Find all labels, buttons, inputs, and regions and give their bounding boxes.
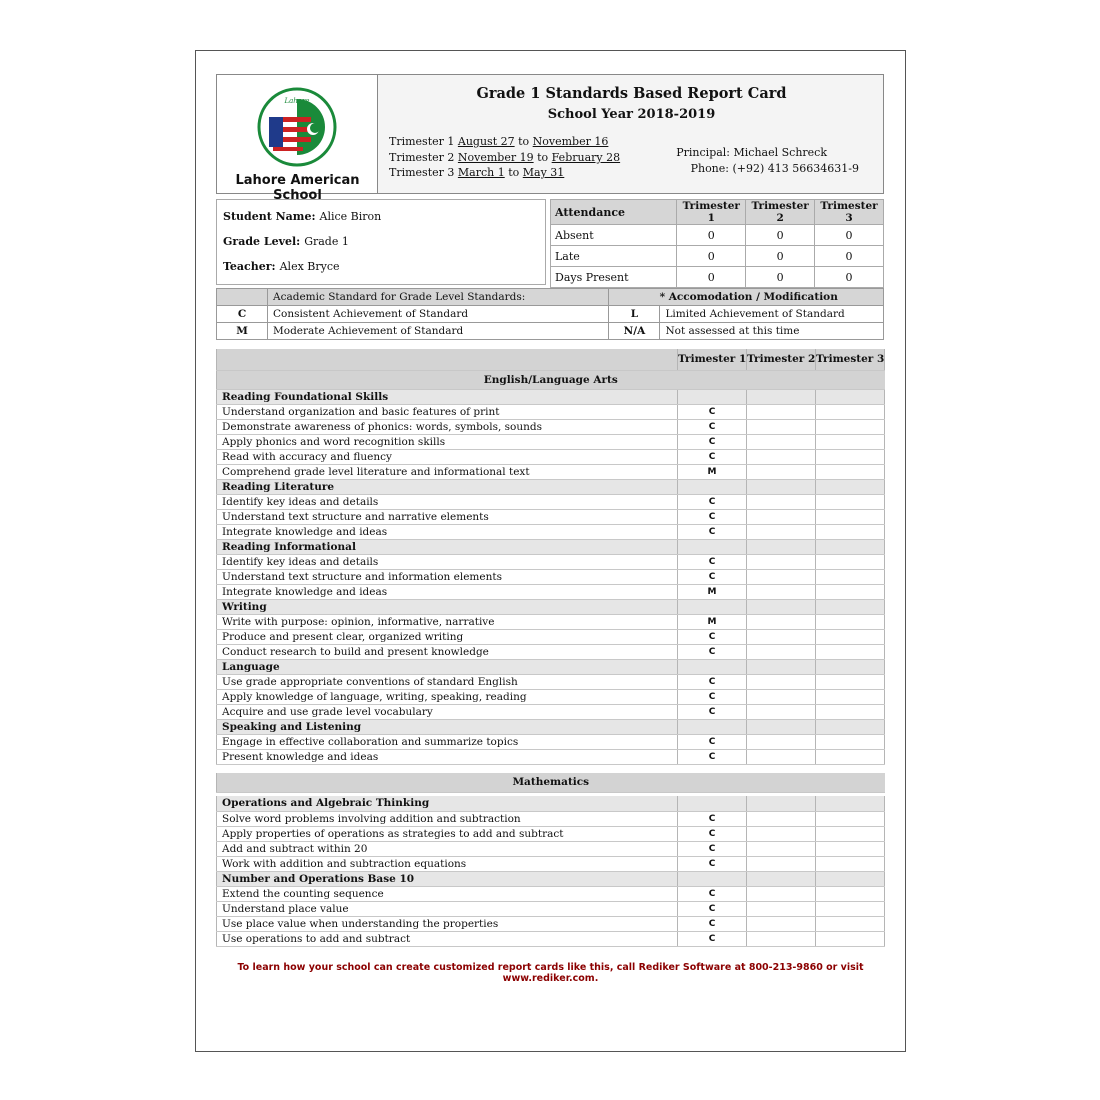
grade-cell <box>816 841 885 856</box>
grade-cell <box>747 871 816 886</box>
grade-cell <box>747 901 816 916</box>
attendance-value: 0 <box>746 267 815 288</box>
standard-group-row <box>217 719 885 734</box>
principal-name: Michael Schreck <box>733 146 827 159</box>
standard-label: Apply phonics and word recognition skills <box>217 434 678 449</box>
standard-label: Write with purpose: opinion, informative, narrative <box>217 614 678 629</box>
standard-group-title: Reading Informational <box>217 539 678 554</box>
trimester-start: March 1 <box>457 166 505 179</box>
grade-cell-trimester-1: C <box>678 734 747 749</box>
legend-code: C <box>217 306 268 323</box>
subject-header: Mathematics <box>217 773 885 792</box>
grade-cell <box>747 584 816 599</box>
standard-label: Use place value when understanding the properties <box>217 916 678 931</box>
grade-cell-trimester-1: C <box>678 569 747 584</box>
grade-cell <box>747 404 816 419</box>
grade-cell <box>747 449 816 464</box>
legend-text: Consistent Achievement of Standard <box>268 306 609 323</box>
standard-row <box>217 901 885 916</box>
grade-cell <box>747 539 816 554</box>
grade-cell <box>747 916 816 931</box>
math-body <box>217 773 885 946</box>
grade-cell <box>747 509 816 524</box>
standard-label: Extend the counting sequence <box>217 886 678 901</box>
school-year: School Year 2018-2019 <box>547 107 716 122</box>
subject-header-row <box>217 773 885 792</box>
standard-label: Apply knowledge of language, writing, speaking, reading <box>217 689 678 704</box>
standard-group-row <box>217 539 885 554</box>
attendance-row <box>551 267 884 288</box>
standard-label: Solve word problems involving addition and subtraction <box>217 811 678 826</box>
standard-row <box>217 554 885 569</box>
grade-cell <box>747 419 816 434</box>
standard-label: Understand text structure and information elements <box>217 569 678 584</box>
grade-cell-trimester-1: M <box>678 464 747 479</box>
grade-cell-trimester-1: C <box>678 886 747 901</box>
grade-cell <box>816 509 885 524</box>
standard-label: Apply properties of operations as strategies to add and subtract <box>217 826 678 841</box>
standard-row <box>217 931 885 946</box>
report-header <box>216 74 884 203</box>
standard-label: Understand place value <box>217 901 678 916</box>
standard-row <box>217 584 885 599</box>
grade-cell <box>816 826 885 841</box>
grade-cell <box>816 434 885 449</box>
legend-text: Not assessed at this time <box>660 323 884 340</box>
grade-cell <box>747 464 816 479</box>
grade-cell-trimester-1: C <box>678 629 747 644</box>
grade-cell-trimester-1: C <box>678 449 747 464</box>
grade-cell <box>678 659 747 674</box>
grade-cell <box>747 811 816 826</box>
grade-cell-trimester-1: C <box>678 826 747 841</box>
grade-cell <box>816 584 885 599</box>
standard-row <box>217 826 885 841</box>
grade-cell <box>816 856 885 871</box>
standard-row <box>217 434 885 449</box>
grade-cell-trimester-1: M <box>678 584 747 599</box>
grade-cell <box>678 719 747 734</box>
standard-group-title: Operations and Algebraic Thinking <box>217 796 678 811</box>
column-header: Trimester 1 <box>677 200 746 225</box>
standard-row <box>217 689 885 704</box>
grade-cell <box>747 659 816 674</box>
grade-cell <box>747 479 816 494</box>
grade-cell-trimester-1: C <box>678 434 747 449</box>
standard-row <box>217 464 885 479</box>
grade-cell <box>747 749 816 764</box>
grade-cell <box>816 796 885 811</box>
grade-level-row <box>223 235 349 248</box>
logo-lettering: Lahore <box>284 97 310 105</box>
trimester-label: Trimester 1 <box>389 135 455 148</box>
grade-cell <box>747 494 816 509</box>
standard-label: Understand text structure and narrative elements <box>217 509 678 524</box>
standard-row <box>217 404 885 419</box>
standard-row <box>217 704 885 719</box>
standard-row <box>217 841 885 856</box>
standard-label: Demonstrate awareness of phonics: words, symbols, sounds <box>217 419 678 434</box>
grade-cell <box>747 734 816 749</box>
grade-cell-trimester-1: C <box>678 704 747 719</box>
attendance-value: 0 <box>815 246 884 267</box>
attendance-label: Late <box>551 246 677 267</box>
attendance-row <box>551 225 884 246</box>
standard-group-title: Reading Literature <box>217 479 678 494</box>
column-header: Trimester 2 <box>746 200 815 225</box>
grade-cell <box>747 599 816 614</box>
trimester-end: May 31 <box>522 166 565 179</box>
phone-number: (+92) 413 56634631-9 <box>732 162 859 175</box>
school-logo-icon <box>257 87 337 167</box>
trimester-end: February 28 <box>551 151 621 164</box>
grade-cell <box>747 524 816 539</box>
standard-row <box>217 811 885 826</box>
principal-info <box>676 146 827 159</box>
legend-row <box>217 323 884 340</box>
standard-label: Use grade appropriate conventions of standard English <box>217 674 678 689</box>
standard-row <box>217 749 885 764</box>
standard-row <box>217 644 885 659</box>
standard-row <box>217 856 885 871</box>
attendance-value: 0 <box>677 246 746 267</box>
grade-cell <box>816 404 885 419</box>
school-name: Lahore American School <box>235 173 360 203</box>
grade-cell <box>678 539 747 554</box>
grade-cell <box>816 931 885 946</box>
standard-label: Add and subtract within 20 <box>217 841 678 856</box>
standard-label: Identify key ideas and details <box>217 494 678 509</box>
phone-label: Phone: <box>690 162 729 175</box>
grade-cell <box>816 901 885 916</box>
trimester-1-dates <box>389 135 608 148</box>
grade-cell-trimester-1: C <box>678 856 747 871</box>
grade-cell <box>816 871 885 886</box>
footer-note: To learn how your school can create customized report cards like this, call Rediker Software at 800-213-9860 or visit www.rediker.com. <box>237 962 864 984</box>
grade-cell <box>816 886 885 901</box>
standard-group-row <box>217 659 885 674</box>
grade-cell <box>747 614 816 629</box>
student-name-row <box>223 210 381 223</box>
grade-cell <box>816 689 885 704</box>
legend-blank <box>217 289 268 306</box>
standard-label: Understand organization and basic features of print <box>217 404 678 419</box>
trimester-3-dates <box>389 166 564 179</box>
grade-cell <box>816 704 885 719</box>
attendance-row <box>551 246 884 267</box>
grade-cell-trimester-1: C <box>678 689 747 704</box>
standard-group-row <box>217 871 885 886</box>
attendance-header-row <box>551 200 884 225</box>
grade-cell <box>747 629 816 644</box>
teacher-row <box>223 260 340 273</box>
grade-cell <box>747 704 816 719</box>
attendance-label: Days Present <box>551 267 677 288</box>
grade-cell <box>747 886 816 901</box>
grade-cell <box>816 719 885 734</box>
grade-cell <box>816 494 885 509</box>
attendance-value: 0 <box>815 225 884 246</box>
trimester-to: to <box>518 135 530 148</box>
column-header-blank <box>217 349 678 370</box>
grade-cell-trimester-1: C <box>678 916 747 931</box>
standard-group-row <box>217 796 885 811</box>
grade-cell <box>816 464 885 479</box>
standard-row <box>217 674 885 689</box>
legend-code: L <box>609 306 660 323</box>
legend-text: Limited Achievement of Standard <box>660 306 884 323</box>
grade-cell <box>747 856 816 871</box>
grade-cell <box>747 719 816 734</box>
grade-cell <box>816 614 885 629</box>
standard-row <box>217 916 885 931</box>
legend-header-left: Academic Standard for Grade Level Standards: <box>268 289 609 306</box>
grade-cell <box>678 796 747 811</box>
grade-level: Grade 1 <box>304 235 349 248</box>
teacher-name: Alex Bryce <box>279 260 340 273</box>
grade-cell <box>678 599 747 614</box>
grade-cell-trimester-1: C <box>678 931 747 946</box>
standard-label: Identify key ideas and details <box>217 554 678 569</box>
grade-cell <box>816 659 885 674</box>
ela-body <box>217 349 885 764</box>
grade-cell <box>816 479 885 494</box>
grade-cell <box>816 674 885 689</box>
grade-cell <box>816 629 885 644</box>
column-header: Trimester 2 <box>747 349 816 370</box>
grade-cell <box>747 826 816 841</box>
standard-row <box>217 569 885 584</box>
grades-header-row <box>217 349 885 370</box>
column-header: Trimester 1 <box>678 349 747 370</box>
grade-cell <box>816 524 885 539</box>
teacher-label: Teacher: <box>223 260 276 273</box>
trimester-start: August 27 <box>457 135 515 148</box>
legend-header-right: * Accomodation / Modification <box>609 289 884 306</box>
legend-header-row <box>217 289 884 306</box>
grade-cell <box>747 554 816 569</box>
principal-label: Principal: <box>676 146 731 159</box>
grade-cell <box>816 734 885 749</box>
standard-label: Integrate knowledge and ideas <box>217 584 678 599</box>
report-title: Grade 1 Standards Based Report Card <box>476 85 787 102</box>
trimester-start: November 19 <box>457 151 534 164</box>
standard-label: Integrate knowledge and ideas <box>217 524 678 539</box>
standard-label: Present knowledge and ideas <box>217 749 678 764</box>
legend-text: Moderate Achievement of Standard <box>268 323 609 340</box>
trimester-end: November 16 <box>532 135 609 148</box>
grade-level-label: Grade Level: <box>223 235 301 248</box>
standard-row <box>217 494 885 509</box>
grade-cell <box>816 811 885 826</box>
grade-cell <box>816 554 885 569</box>
phone-info <box>691 162 859 175</box>
standard-group-title: Speaking and Listening <box>217 719 678 734</box>
grade-cell <box>747 689 816 704</box>
attendance-value: 0 <box>677 225 746 246</box>
standard-group-title: Language <box>217 659 678 674</box>
grade-cell-trimester-1: C <box>678 644 747 659</box>
column-header: Trimester 3 <box>816 349 885 370</box>
grade-cell-trimester-1: C <box>678 524 747 539</box>
standard-row <box>217 419 885 434</box>
standard-group-row <box>217 599 885 614</box>
legend-row <box>217 306 884 323</box>
attendance-value: 0 <box>746 246 815 267</box>
standard-group-row <box>217 479 885 494</box>
grade-cell <box>747 644 816 659</box>
logo-cell <box>217 75 378 203</box>
grade-cell <box>816 916 885 931</box>
grade-cell <box>816 449 885 464</box>
grade-cell-trimester-1: M <box>678 614 747 629</box>
grade-cell-trimester-1: C <box>678 494 747 509</box>
grade-cell <box>678 389 747 404</box>
attendance-value: 0 <box>815 267 884 288</box>
trimester-2-dates <box>389 151 620 164</box>
standard-row <box>217 449 885 464</box>
subject-header-row <box>217 370 885 389</box>
student-name: Alice Biron <box>319 210 382 223</box>
grade-cell-trimester-1: C <box>678 554 747 569</box>
attendance-label: Absent <box>551 225 677 246</box>
grade-cell-trimester-1: C <box>678 404 747 419</box>
standard-group-row <box>217 389 885 404</box>
grade-cell-trimester-1: C <box>678 841 747 856</box>
legend-code: M <box>217 323 268 340</box>
standard-row <box>217 734 885 749</box>
grade-cell <box>678 479 747 494</box>
trimester-to: to <box>537 151 549 164</box>
grade-cell <box>678 871 747 886</box>
standard-row <box>217 629 885 644</box>
standard-group-title: Writing <box>217 599 678 614</box>
grade-cell <box>816 389 885 404</box>
standard-row <box>217 886 885 901</box>
grade-cell <box>816 539 885 554</box>
grade-cell <box>816 569 885 584</box>
grade-cell <box>747 569 816 584</box>
grade-cell-trimester-1: C <box>678 749 747 764</box>
grade-cell <box>816 644 885 659</box>
standard-label: Engage in effective collaboration and summarize topics <box>217 734 678 749</box>
standard-label: Read with accuracy and fluency <box>217 449 678 464</box>
grade-cell <box>747 931 816 946</box>
attendance-value: 0 <box>746 225 815 246</box>
standard-group-title: Reading Foundational Skills <box>217 389 678 404</box>
standard-label: Work with addition and subtraction equations <box>217 856 678 871</box>
grade-cell <box>816 419 885 434</box>
standard-label: Produce and present clear, organized writing <box>217 629 678 644</box>
trimester-to: to <box>508 166 520 179</box>
ela-grades-table <box>216 349 885 765</box>
grade-cell <box>816 599 885 614</box>
standard-row <box>217 509 885 524</box>
grade-cell-trimester-1: C <box>678 901 747 916</box>
grade-cell <box>747 674 816 689</box>
attendance-header: Attendance <box>551 200 677 225</box>
student-name-label: Student Name: <box>223 210 316 223</box>
grade-cell <box>747 841 816 856</box>
grade-cell-trimester-1: C <box>678 674 747 689</box>
standard-label: Use operations to add and subtract <box>217 931 678 946</box>
grade-cell <box>816 749 885 764</box>
standard-label: Acquire and use grade level vocabulary <box>217 704 678 719</box>
grade-cell <box>747 434 816 449</box>
standard-row <box>217 614 885 629</box>
grading-legend <box>216 288 884 340</box>
attendance-table <box>550 199 884 288</box>
standard-label: Conduct research to build and present knowledge <box>217 644 678 659</box>
grade-cell-trimester-1: C <box>678 419 747 434</box>
legend-code: N/A <box>609 323 660 340</box>
grade-cell <box>747 796 816 811</box>
column-header: Trimester 3 <box>815 200 884 225</box>
standard-row <box>217 524 885 539</box>
student-info-box <box>216 199 546 285</box>
trimester-label: Trimester 2 <box>389 151 455 164</box>
grade-cell-trimester-1: C <box>678 811 747 826</box>
grade-cell-trimester-1: C <box>678 509 747 524</box>
trimester-label: Trimester 3 <box>389 166 455 179</box>
grade-cell <box>747 389 816 404</box>
standard-label: Comprehend grade level literature and informational text <box>217 464 678 479</box>
attendance-value: 0 <box>677 267 746 288</box>
math-grades-table <box>216 773 885 947</box>
subject-header: English/Language Arts <box>217 370 885 389</box>
standard-group-title: Number and Operations Base 10 <box>217 871 678 886</box>
